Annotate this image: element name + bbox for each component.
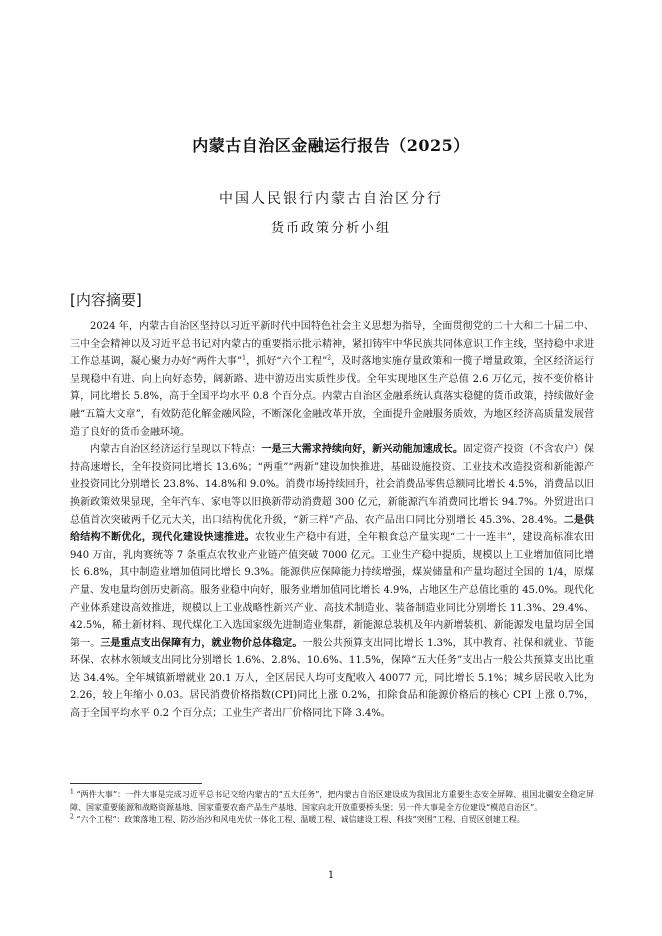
footnote-text: “两件大事”：一件大事是完成习近平总书记交给内蒙古的“五大任务”，把内蒙古自治区建设成为我国北方重要生态安全屏障、祖国北疆安全稳定屏障、国家重要能源和战略资源基地、国家重要农畜产品生产基地、国家向北开放重要桥头堡；另一件大事是全方位建设“模范自治区”。 [70, 790, 594, 812]
paragraph-text: 一般公共预算支出同比增长 1.3%，其中教育、社保和就业、节能环保、农林水领域支出同比分别增长 1.6%、2.8%、10.6%、11.5%，保障“五大任务”支出占一般公共预算支出比重达 34.4%。全年城镇新增就业 20.1 万人，全区居民人均可支配收入 40077 元，同比增长 5.1%；城乡居民收入比为 2.26，较上年缩小 0.03。居民消费价格指数(CPI)同比上涨 0.2%，扣除食品和能源价格后的核心 CPI 上涨 0.7%，高于全国平均水平 0.2 个百分点；工业生产者出厂价格同比下降 3.4%。 [70, 637, 595, 720]
paragraph-text: 内蒙古自治区经济运行呈现以下特点： [90, 444, 262, 456]
organization-name: 中国人民银行内蒙古自治区分行 [219, 191, 443, 207]
paragraph-text: 2024 年，内蒙古自治区坚持以习近平新时代中国特色社会主义思想为指导，全面贯彻党的二十大和二十届二中、三中全会精神以及习近平总书记对内蒙古的重要指示批示精神，紧扣铸牢中华民族共同体意识工作主线，坚持稳中求进工作总基调，凝心聚力办好“两件大事” [70, 321, 594, 368]
author-group: 货币政策分析小组 [270, 221, 391, 236]
footnote-2 [70, 814, 594, 827]
paragraph-text: ，及时落地实施存量政策和一揽子增量政策，全区经济运行呈现稳中有进、向上向好态势，阔新路、进中游迈出实质性步伐。全年实现地区生产总值 2.6 万亿元，按不变价格计算，同比增长 5.8%，高于全国平均水平 0.8 个百分点。内蒙古自治区金融系统认真落实稳健的货币政策，持续做好金融“五篇大文章”，有效防范化解金融风险，不断深化金融改革开放，全面提升金融服务质效，为地区经济高质量发展营造了良好的货币金融环境。 [70, 356, 594, 438]
key-point-3: 三是重点支出保障有力，就业物价总体稳定。 [100, 637, 303, 649]
footnote-mark: 1 [70, 788, 74, 796]
footnote-ref-1[interactable]: 1 [242, 354, 246, 362]
footnotes [70, 789, 594, 827]
report-title: 内蒙古自治区金融运行报告（2025） [192, 136, 470, 155]
summary-body [70, 318, 594, 723]
paragraph-text: 固定资产投资（不含农户）保持高速增长，全年投资同比增长 13.6%；“两重”“两新”建设加快推进，基础设施投资、工业技术改造投资和新能源产业投资同比分别增长 23.8%、14.8%和 9.0%。消费市场持续回升，社会消费品零售总额同比增长 4.5%，消费品以旧换新政策效果显现，全年汽车、家电等以旧换新带动消费超 300 亿元，新能源汽车消费同比增长 94.7%。外贸进出口总值首次突破两千亿元大关，出口结构优化升级，“新三样”产品、农产品出口同比分别增长 45.3%、28.4%。 [70, 444, 595, 526]
footnote-divider [70, 783, 202, 784]
summary-paragraph-2 [70, 441, 594, 723]
key-point-2: 二是供给结构不断优化，现代化建设快速推进。 [70, 514, 594, 544]
footnote-1 [70, 789, 594, 814]
summary-heading: [内容摘要] [70, 291, 142, 309]
key-point-1: 一是三大需求持续向好，新兴动能加速成长。 [261, 444, 464, 456]
paragraph-text: ，抓好“六个工程” [245, 356, 328, 368]
summary-paragraph-1 [70, 318, 594, 441]
paragraph-text: 农牧业生产稳中有进，全年粮食总产量实现“二十一连丰”，建设高标准农田 940 万亩，乳肉赛统等 7 条重点农牧业产业链产值突破 7000 亿元。工业生产稳中提质，规模以上工业增加值同比增长 6.8%，其中制造业增加值同比增长 9.3%。能源供应保障能力持续增强，煤炭储量和产量均超过全国的 1/4，原煤产量、发电量均创历史新高。服务业稳中向好，服务业增加值同比增长 4.9%，占地区生产总值比重的 45.0%。现代化产业体系建设高效推进，规模以上工业战略性新兴产业、高技术制造业、装备制造业同比分别增长 11.3%、29.4%、42.5%，稀土新材料、现代煤化工入选国家级先进制造业集群，新能源总装机及年内新增装机、新能源发电量均居全国第一。 [70, 532, 594, 649]
footnote-ref-2[interactable]: 2 [327, 354, 332, 362]
page-number: 1 [327, 870, 335, 881]
footnote-text: “六个工程”：政策落地工程、防沙治沙和风电光伏一体化工程、温暖工程、诚信建设工程、科技“突围”工程、自贸区创建工程。 [76, 815, 525, 824]
footnote-mark: 2 [70, 813, 74, 821]
